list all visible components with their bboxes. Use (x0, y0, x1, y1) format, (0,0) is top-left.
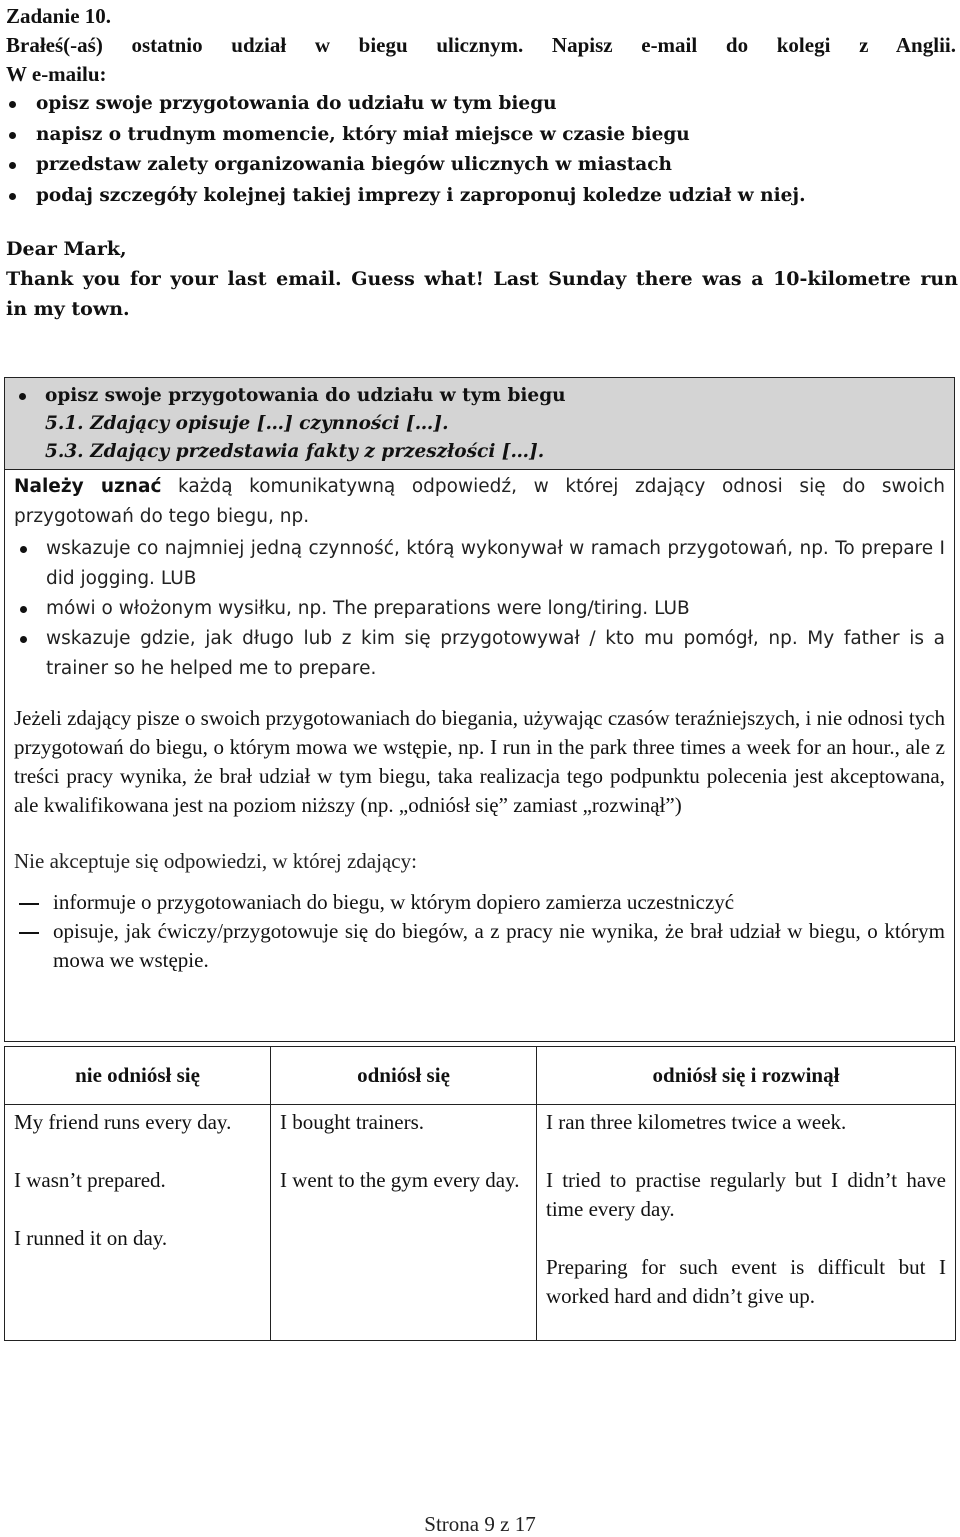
examples-table (4, 1046, 956, 1341)
examples-addressed (271, 1105, 537, 1341)
criteria-box (4, 377, 955, 1042)
letter-line2: in my town. (6, 298, 130, 320)
example-text: I wasn’t prepared. (14, 1168, 166, 1192)
accept-item: wskazuje gdzie, jak długo lub z kim się przygotowywał / kto mu pomógł, np. My father is a trainer so he helped me to prepare. (14, 624, 945, 684)
example-text: I tried to practise regularly but I didn’t have time every day. (546, 1168, 946, 1221)
letter-opening (6, 234, 958, 324)
letter-greeting: Dear Mark, (6, 238, 127, 260)
task-title: Zadanie 10. (6, 4, 112, 28)
task-point: podaj szczegóły kolejnej takiej imprezy i zaproponuj koledze udział w niej. (6, 181, 956, 212)
accept-item: mówi o włożonym wysiłku, np. The preparations were long/tiring. LUB (14, 594, 945, 624)
criteria-code-1: 5.1. Zdający opisuje […] czynności […]. (45, 413, 449, 434)
example-text: I bought trainers. (280, 1110, 425, 1134)
reject-item: informuje o przygotowaniach do biegu, w którym dopiero zamierza uczestniczyć (14, 888, 945, 917)
criteria-body (5, 470, 954, 975)
criteria-code-2: 5.3. Zdający przedstawia fakty z przeszłości […]. (45, 441, 545, 462)
example-text: I went to the gym every day. (280, 1168, 520, 1192)
criteria-heading: opisz swoje przygotowania do udziału w tym biegu (13, 381, 946, 410)
example-text: I ran three kilometres twice a week. (546, 1110, 847, 1134)
reject-item: opisuje, jak ćwiczy/przygotowuje się do biegów, a z pracy nie wynika, że brał udział w biegu, o którym mowa we wstępie. (14, 917, 945, 975)
accept-bold: Należy uznać (14, 476, 162, 497)
example-text: Preparing for such event is difficult but I worked hard and didn’t give up. (546, 1255, 946, 1308)
criteria-header (5, 378, 954, 470)
task-point: napisz o trudnym momencie, który miał miejsce w czasie biegu (6, 120, 956, 151)
task-point: przedstaw zalety organizowania biegów ulicznych w miastach (6, 150, 956, 181)
accept-paragraph (14, 472, 945, 532)
accept-list (14, 534, 945, 684)
task-section (6, 2, 956, 211)
reject-list (14, 888, 945, 975)
reject-heading: Nie akceptuje się odpowiedzi, w której zdający: (14, 849, 417, 873)
accept-rest: każdą komunikatywną odpowiedź, w której zdający odnosi się do swoich przygotowań do tego biegu, np. (14, 476, 945, 527)
table-header-row (5, 1047, 956, 1105)
header-addressed: odniósł się (271, 1047, 537, 1105)
letter-line1: Thank you for your last email. Guess what! Last Sunday there was a 10-kilometre run (6, 268, 958, 290)
examples-not-addressed (5, 1105, 271, 1341)
accept-item: wskazuje co najmniej jedną czynność, którą wykonywał w ramach przygotowań, np. To prepare I did jogging. LUB (14, 534, 945, 594)
task-intro-line2: W e-mailu: (6, 62, 107, 86)
task-intro-line1: Brałeś(-aś) ostatnio udział w biegu ulicznym. Napisz e-mail do kolegi z Anglii. (6, 33, 956, 57)
example-text: I runned it on day. (14, 1226, 168, 1250)
table-row (5, 1105, 956, 1341)
task-points (6, 89, 956, 211)
header-developed: odniósł się i rozwinął (537, 1047, 956, 1105)
task-intro (6, 31, 956, 89)
examples-developed (537, 1105, 956, 1341)
present-tense-note: Jeżeli zdający pisze o swoich przygotowaniach do biegania, używając czasów teraźniejszych, i nie odnosi tych przygotowań do biegu, o którym mowa we wstępie, np. I run in the park three times a week for an hour., ale z treści pracy wynika, że brał udział w tym biegu, taka realizacja tego podpunktu polecenia jest akceptowana, ale kwalifikowana jest na poziom niższy (np. „odniósł się” zamiast „rozwinął”) (14, 706, 945, 817)
header-not-addressed: nie odniósł się (5, 1047, 271, 1105)
page-number: Strona 9 z 17 (424, 1512, 536, 1536)
task-point: opisz swoje przygotowania do udziału w tym biegu (6, 89, 956, 120)
example-text: My friend runs every day. (14, 1110, 232, 1134)
